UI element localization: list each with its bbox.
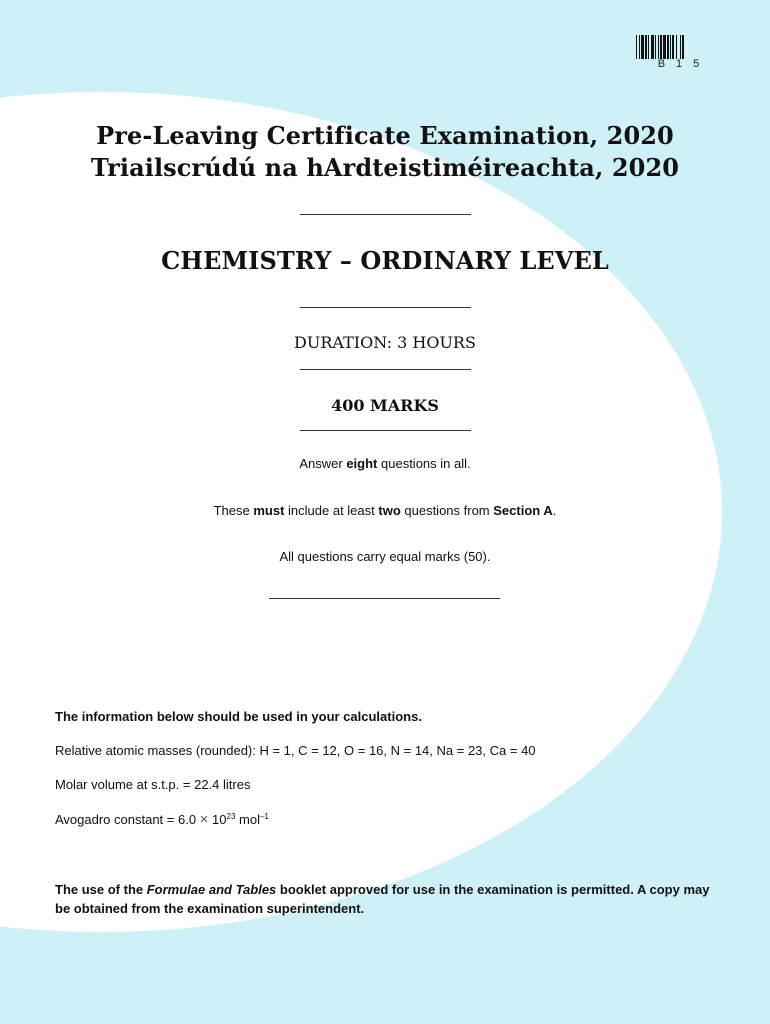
barcode-code: B15 bbox=[657, 58, 711, 70]
formulae-tables-note: The use of the Formulae and Tables booklet approved for use in the examination is permitted. A copy may be obtained from the examination superintendent. bbox=[55, 882, 710, 916]
atomic-masses: Relative atomic masses (rounded): H = 1, C = 12, O = 16, N = 14, Na = 23, Ca = 40 bbox=[55, 743, 536, 758]
title-irish: Triailscrúdú na hArdteistiméireachta, 2020 bbox=[90, 153, 680, 182]
title-english: Pre-Leaving Certificate Examination, 2020 bbox=[96, 121, 674, 150]
divider bbox=[300, 430, 471, 431]
instruction-answer-eight: Answer eight questions in all. bbox=[299, 456, 471, 471]
subject-title: CHEMISTRY – ORDINARY LEVEL bbox=[161, 246, 609, 275]
marks-text: 400 MARKS bbox=[331, 396, 439, 415]
instruction-equal-marks: All questions carry equal marks (50). bbox=[279, 549, 491, 564]
duration-text: DURATION: 3 HOURS bbox=[294, 333, 476, 352]
divider bbox=[300, 214, 471, 215]
avogadro-constant: Avogadro constant = $6.0 \times 10^{23}$ mol$^{-1}$ bbox=[55, 811, 269, 828]
divider bbox=[300, 369, 471, 370]
divider bbox=[269, 598, 500, 599]
instruction-section-a: These must include at least two questions from Section A. bbox=[213, 503, 557, 518]
molar-volume: Molar volume at s.t.p. = 22.4 litres bbox=[55, 777, 251, 792]
barcode bbox=[636, 35, 726, 59]
divider bbox=[300, 307, 471, 308]
info-heading: The information below should be used in your calculations. bbox=[55, 709, 422, 724]
times-symbol: × bbox=[199, 811, 209, 828]
